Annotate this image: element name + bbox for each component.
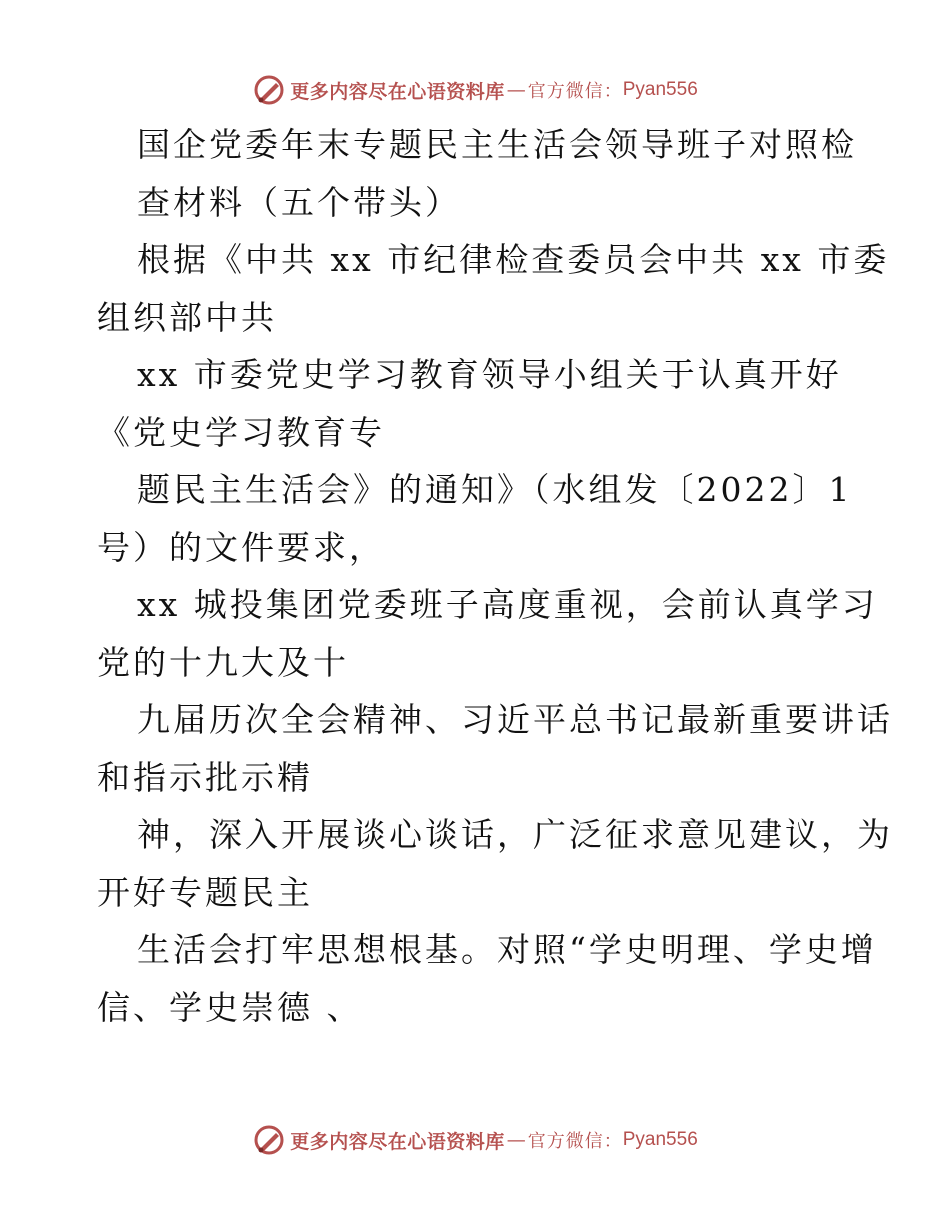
paragraph-line: 信、学史崇德 、 (97, 987, 363, 1027)
paragraph-line: 组织部中共 (97, 297, 277, 337)
paragraph-line: 党的十九大及十 (97, 642, 349, 682)
brush-pen-logo-icon (252, 73, 286, 107)
wechat-id: Pyan556 (622, 79, 698, 100)
document-body (97, 116, 893, 1036)
site-name: 更多内容尽在心语资料库 (290, 80, 505, 103)
paragraph-line: 号）的文件要求， (97, 527, 385, 567)
document-title-line-1: 国企党委年末专题民主生活会领导班子对照检 (137, 125, 857, 164)
paragraph-line: 生活会打牢思想根基。对照“学史明理、学史增 (137, 930, 877, 969)
brush-pen-logo-icon (252, 1123, 286, 1157)
paragraph-line: xx 市委党史学习教育领导小组关于认真开好 (137, 355, 842, 394)
paragraph-line: 和指示批示精 (97, 757, 313, 797)
wechat-label: 官方微信： (527, 1131, 623, 1152)
paragraph-line: xx 城投集团党委班子高度重视，会前认真学习 (137, 585, 878, 624)
site-name: 更多内容尽在心语资料库 (290, 1130, 505, 1153)
separator: — (506, 1129, 526, 1151)
paragraph-line: 《党史学习教育专 (97, 412, 385, 452)
paragraph-line: 根据《中共 xx 市纪律检查委员会中共 xx 市委 (137, 240, 890, 279)
paragraph-line: 九届历次全会精神、习近平总书记最新重要讲话 (137, 700, 893, 739)
separator: — (506, 79, 526, 101)
header-watermark (0, 70, 950, 110)
paragraph-line: 开好专题民主 (97, 872, 313, 912)
paragraph-line: 神，深入开展谈心谈话，广泛征求意见建议，为 (137, 815, 893, 854)
wechat-label: 官方微信： (527, 81, 623, 102)
footer-watermark (0, 1120, 950, 1160)
document-title-line-2: 查材料（五个带头） (137, 182, 461, 222)
paragraph-line: 题民主生活会》的通知》（水组发〔2022〕1 (137, 470, 853, 509)
wechat-id: Pyan556 (622, 1129, 698, 1150)
